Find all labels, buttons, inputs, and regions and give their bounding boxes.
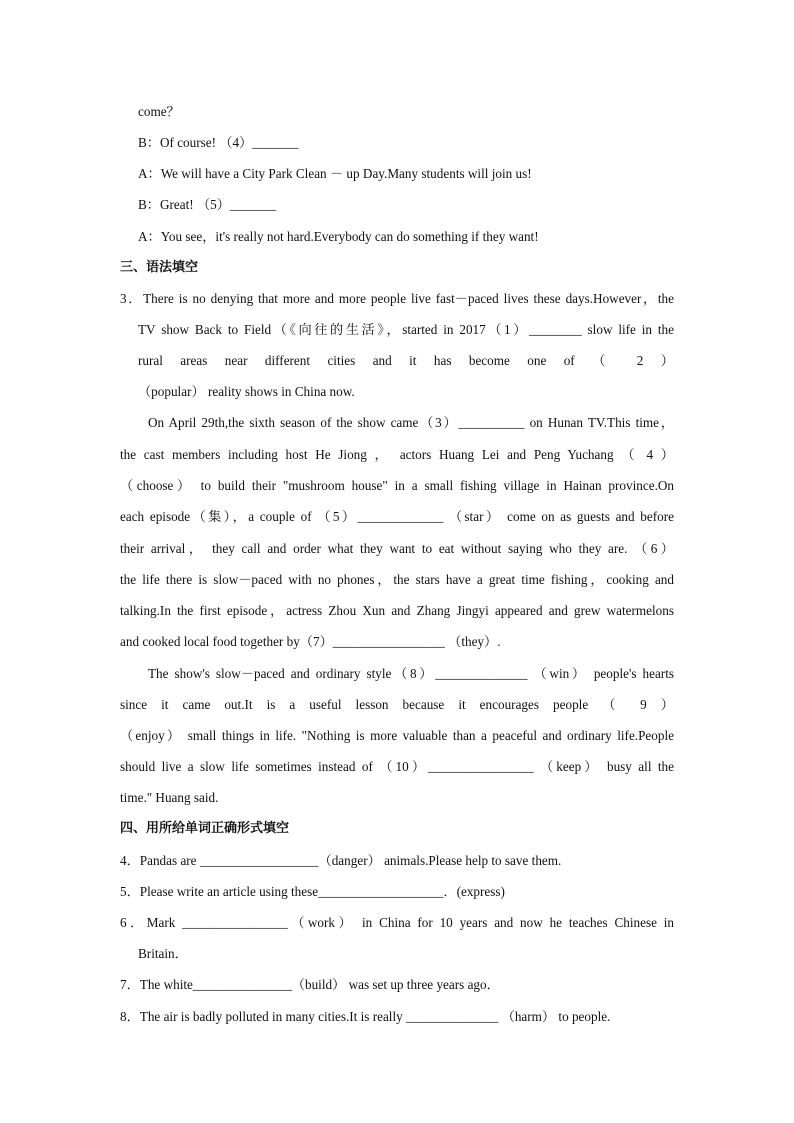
question-6-line-2: Britain．: [138, 946, 188, 961]
q3-line-9: their arrival， they call and order what they want to eat without saying who they are. （6）: [120, 541, 674, 556]
q3-line-4: （popular） reality shows in China now.: [138, 384, 355, 399]
q3-line-1: 3．There is no denying that more and more people live fast－paced lives these days.However，the: [120, 291, 674, 306]
q3-line-13: The show's slow－paced and ordinary style（8）______________ （win） people's hearts: [148, 666, 674, 681]
question-8: 8．The air is badly polluted in many cities.It is really ______________ （harm） to people.: [120, 1009, 611, 1024]
q3-line-11: talking.In the first episode，actress Zhou Xun and Zhang Jingyi appeared and grew watermelons: [120, 603, 674, 618]
q3-line-2: TV show Back to Field（《向往的生活》，started in 2017（1）________ slow life in the: [138, 322, 674, 337]
section-4-heading: 四、用所给单词正确形式填空: [120, 821, 290, 836]
question-4: 4．Pandas are __________________（danger） animals.Please help to save them.: [120, 853, 562, 868]
q3-line-16: should live a slow life sometimes instead of （10）________________ （keep） busy all the: [120, 759, 674, 774]
q3-line-8: each episode（集），a couple of （5）_____________ （star） come on as guests and before: [120, 509, 674, 524]
dialogue-line-2: B：Of course! （4）_______: [138, 135, 299, 150]
q3-line-3: rural areas near different cities and it has become one of （ 2 ）: [138, 353, 674, 368]
q3-line-14: since it came out.It is a useful lesson because it encourages people （ 9 ）: [120, 697, 674, 712]
dialogue-line-5: A：You see，it's really not hard.Everybody can do something if they want!: [138, 229, 539, 244]
dialogue-line-4: B：Great! （5）_______: [138, 197, 277, 212]
q3-line-17: time." Huang said.: [120, 790, 219, 805]
dialogue-line-1: come？: [138, 104, 180, 119]
question-5: 5．Please write an article using these___________________．(express): [120, 884, 505, 899]
section-3-heading: 三、语法填空: [120, 260, 199, 275]
q3-line-6: the cast members including host He Jiong ， actors Huang Lei and Peng Yuchang （ 4 ）: [120, 447, 674, 462]
q3-line-7: （choose） to build their "mushroom house" in a small fishing village in Hainan province.On: [120, 478, 674, 493]
question-6-line-1: 6．Mark ________________（work） in China for 10 years and now he teaches Chinese in: [120, 915, 674, 930]
question-7: 7．The white_______________（build） was set up three years ago．: [120, 977, 500, 992]
q3-line-15: （enjoy） small things in life. "Nothing is more valuable than a peaceful and ordinary life.People: [120, 728, 674, 743]
dialogue-line-3: A：We will have a City Park Clean － up Day.Many students will join us!: [138, 166, 532, 181]
q3-line-5: On April 29th,the sixth season of the show came（3）__________ on Hunan TV.This time，: [148, 415, 674, 430]
q3-line-12: and cooked local food together by（7）_________________ （they）.: [120, 634, 501, 649]
q3-line-10: the life there is slow－paced with no phones，the stars have a great time fishing，cooking and: [120, 572, 674, 587]
